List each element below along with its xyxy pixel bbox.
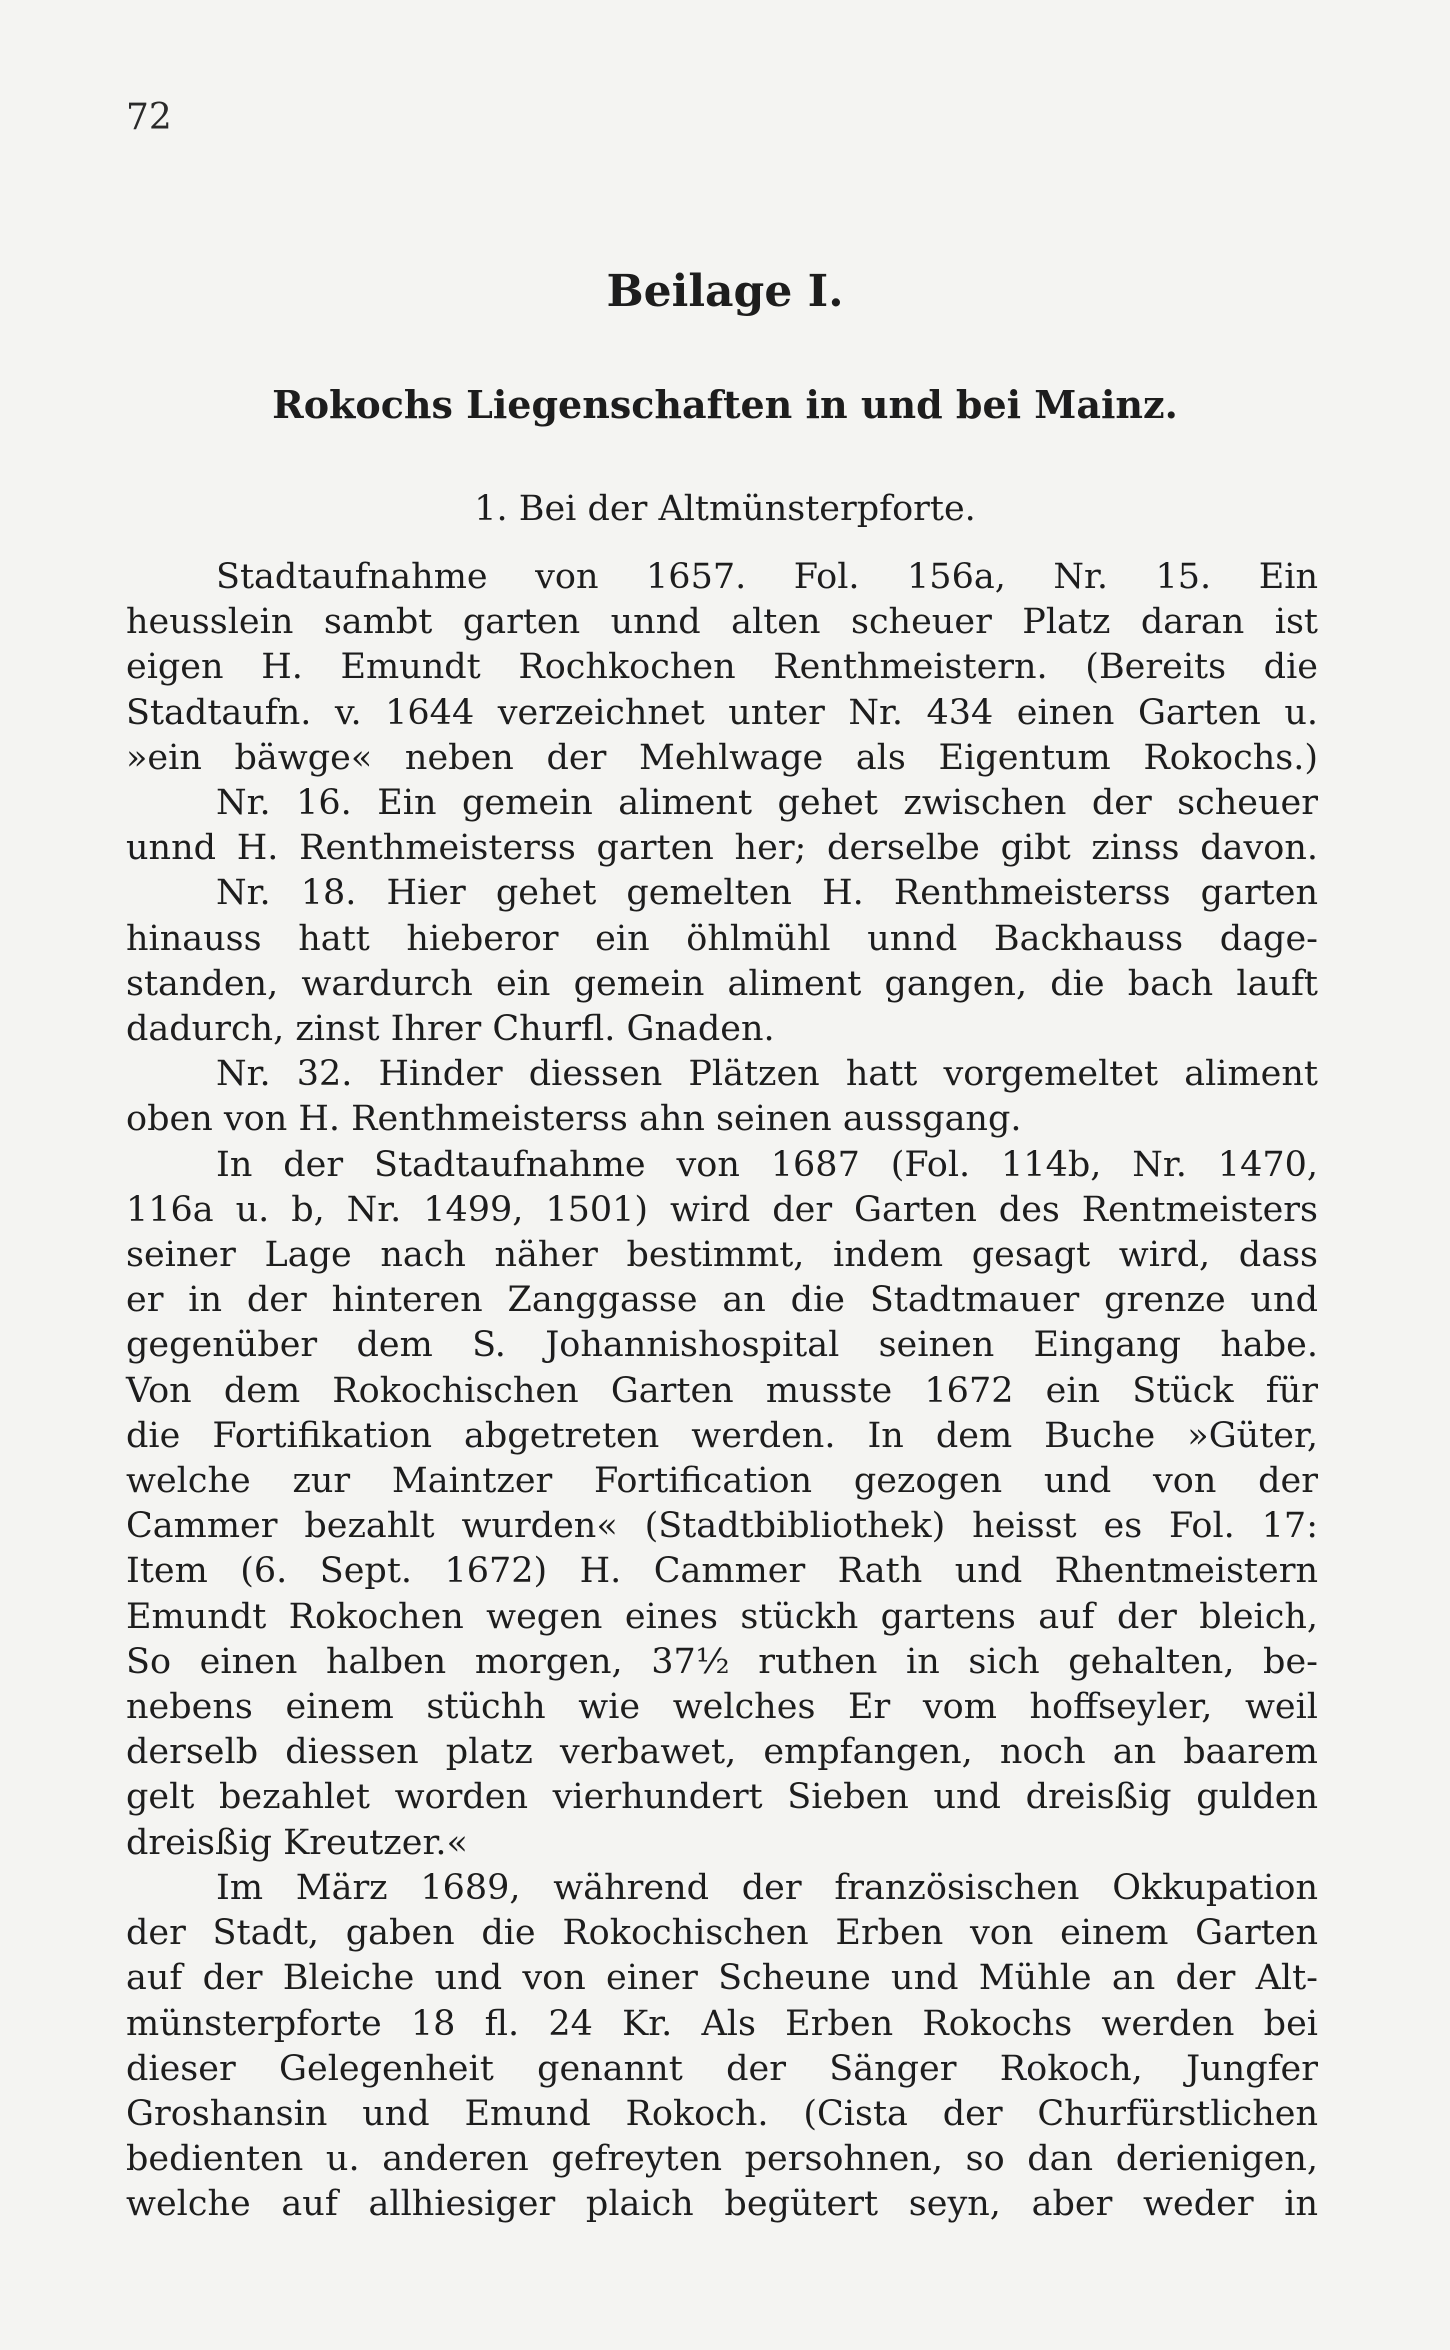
text-line: gelt bezahlet worden vierhundert Sieben und dreisßig gulden: [126, 1777, 1318, 1818]
text-line: auf der Bleiche und von einer Scheune und Mühle an der Alt-: [126, 1958, 1318, 1999]
text-line: oben von H. Renthmeisterss ahn seinen aussgang.: [126, 1099, 1022, 1140]
text-line: 116a u. b, Nr. 1499, 1501) wird der Garten des Rentmeisters: [126, 1189, 1318, 1230]
appendix-subtitle: Rokochs Liegenschaften in und bei Mainz.: [272, 382, 1178, 427]
text-line: derselb diessen platz verbawet, empfangen, noch an baarem: [126, 1732, 1318, 1773]
text-line: Von dem Rokochischen Garten musste 1672 ein Stück für: [126, 1370, 1318, 1411]
page-number: 72: [126, 97, 172, 138]
text-line: Nr. 18. Hier gehet gemelten H. Renthmeisterss garten: [216, 873, 1318, 914]
text-line: Item (6. Sept. 1672) H. Cammer Rath und Rhentmeistern: [126, 1551, 1318, 1592]
text-line: gegenüber dem S. Johannishospital seinen Eingang habe.: [126, 1325, 1318, 1366]
text-line: nebens einem stüchh wie welches Er vom hoffseyler, weil: [126, 1687, 1318, 1728]
text-line: Emundt Rokochen wegen eines stückh gartens auf der bleich,: [126, 1596, 1318, 1637]
text-line: heusslein sambt garten unnd alten scheuer Platz daran ist: [126, 602, 1318, 643]
text-line: der Stadt, gaben die Rokochischen Erben von einem Garten: [126, 1913, 1318, 1954]
text-line: Nr. 16. Ein gemein aliment gehet zwischen der scheuer: [216, 783, 1318, 824]
text-line: unnd H. Renthmeisterss garten her; derselbe gibt zinss davon.: [126, 828, 1318, 869]
text-line: dadurch, zinst Ihrer Churfl. Gnaden.: [126, 1009, 775, 1050]
text-line: welche zur Maintzer Fortification gezogen und von der: [126, 1461, 1318, 1502]
text-line: Stadtaufnahme von 1657. Fol. 156a, Nr. 15. Ein: [216, 557, 1318, 597]
text-line: er in der hinteren Zanggasse an die Stadtmauer grenze und: [126, 1280, 1318, 1321]
text-line: hinauss hatt hieberor ein öhlmühl unnd Backhauss dage-: [126, 918, 1318, 959]
text-line: Stadtaufn. v. 1644 verzeichnet unter Nr. 434 einen Garten u.: [126, 692, 1318, 733]
body-text: [126, 555, 1318, 2228]
text-line: eigen H. Emundt Rochkochen Renthmeistern. (Bereits die: [126, 647, 1318, 688]
text-line: dreisßig Kreutzer.«: [126, 1822, 468, 1863]
text-line: dieser Gelegenheit genannt der Sänger Rokoch, Jungfer: [126, 2048, 1318, 2089]
text-line: die Fortifikation abgetreten werden. In dem Buche »Güter,: [126, 1415, 1318, 1456]
appendix-title: Beilage I.: [606, 266, 844, 317]
text-line: So einen halben morgen, 37½ ruthen in sich gehalten, be-: [126, 1641, 1318, 1682]
section-heading: 1. Bei der Altmünsterpforte.: [474, 489, 976, 529]
text-line: bedienten u. anderen gefreyten persohnen, so dan derienigen,: [126, 2139, 1318, 2180]
text-line: In der Stadtaufnahme von 1687 (Fol. 114b, Nr. 1470,: [216, 1144, 1318, 1185]
text-line: Im März 1689, während der französischen Okkupation: [216, 1867, 1318, 1908]
text-line: seiner Lage nach näher bestimmt, indem gesagt wird, dass: [126, 1235, 1318, 1276]
text-line: Groshansin und Emund Rokoch. (Cista der Churfürstlichen: [126, 2093, 1318, 2134]
text-line: »ein bäwge« neben der Mehlwage als Eigentum Rokochs.): [126, 737, 1318, 778]
text-line: Cammer bezahlt wurden« (Stadtbibliothek) heisst es Fol. 17:: [126, 1506, 1318, 1547]
text-line: münsterpforte 18 fl. 24 Kr. Als Erben Rokochs werden bei: [126, 2003, 1318, 2044]
text-line: Nr. 32. Hinder diessen Plätzen hatt vorgemeltet aliment: [216, 1054, 1318, 1095]
text-line: standen, wardurch ein gemein aliment gangen, die bach lauft: [126, 963, 1318, 1004]
text-line: welche auf allhiesiger plaich begütert seyn, aber weder in: [126, 2184, 1318, 2225]
